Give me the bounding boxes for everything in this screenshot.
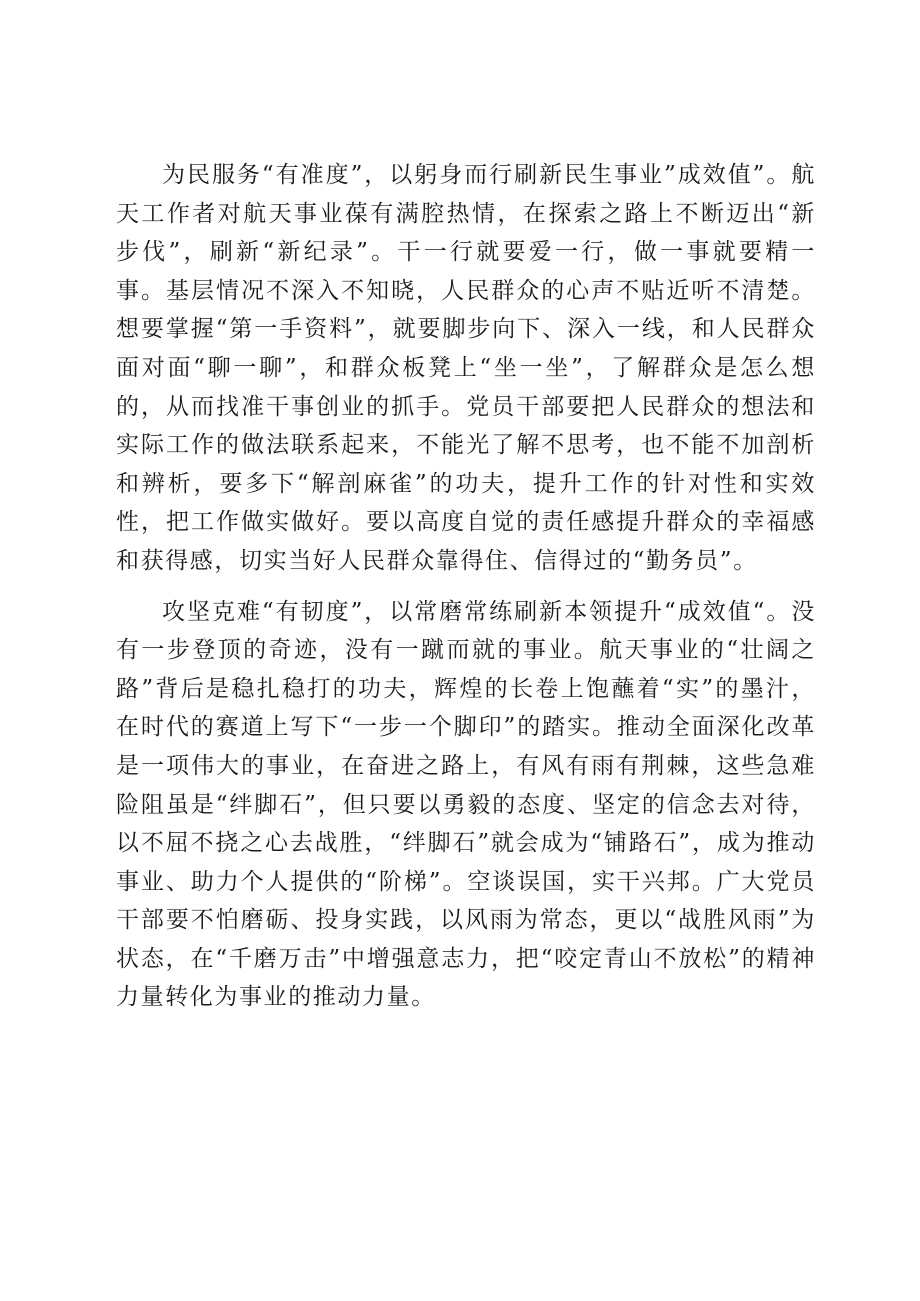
paragraph-tackling-difficulties: 攻坚克难“有韧度”，以常磨常练刷新本领提升“成效值“。没有一步登顶的奇迹，没有一蹴而就的事业。航天事业的“壮阔之路”背后是稳扎稳打的功夫，辉煌的长卷上饱蘸着“实”的墨汁，在时代的赛道上写下“一步一个脚印”的踏实。推动全面深化改革是一项伟大的事业，在奋进之路上，有风有雨有荆棘，这些急难险阻虽是“绊脚石”，但只要以勇毅的态度、坚定的信念去对待，以不屈不挠之心去战胜，“绊脚石”就会成为“铺路石”，成为推动事业、助力个人提供的“阶梯”。空谈误国，实干兴邦。广大党员干部要不怕磨砺、投身实践，以风雨为常态，更以“战胜风雨”为状态，在“千磨万击”中增强意志力，把“咬定青山不放松”的精神力量转化为事业的推动力量。 [116, 598, 816, 1011]
document-body [116, 156, 816, 1017]
paragraph-service-precision: 为民服务“有准度”，以躬身而行刷新民生事业”成效值”。航天工作者对航天事业葆有满腔热情，在探索之路上不断迈出“新步伐”，刷新“新纪录”。干一行就要爱一行，做一事就要精一事。基层情况不深入不知晓，人民群众的心声不贴近听不清楚。想要掌握“第一手资料”，就要脚步向下、深入一线，和人民群众面对面“聊一聊”，和群众板凳上“坐一坐”，了解群众是怎么想的，从而找准干事创业的抓手。党员干部要把人民群众的想法和实际工作的做法联系起来，不能光了解不思考，也不能不加剖析和辨析，要多下“解剖麻雀”的功夫，提升工作的针对性和实效性，把工作做实做好。要以高度自觉的责任感提升群众的幸福感和获得感，切实当好人民群众靠得住、信得过的“勤务员”。 [116, 162, 816, 574]
